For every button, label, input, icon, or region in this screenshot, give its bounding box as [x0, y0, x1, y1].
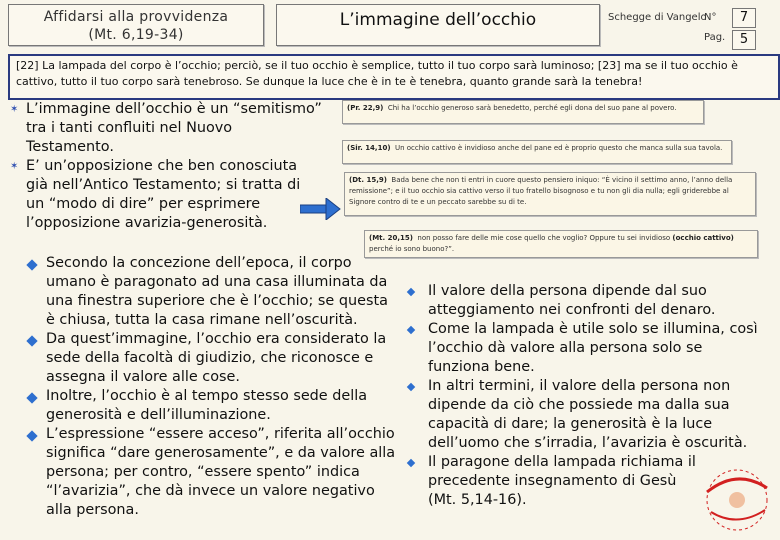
bullet-diamond-icon	[407, 288, 415, 296]
reference-cite: (Pr. 22,9)	[347, 104, 384, 112]
bullet-diamond-icon	[26, 259, 37, 270]
bullet-star-icon: ✶	[10, 161, 19, 172]
page-value: 5	[732, 30, 756, 50]
context-bullet: L’espressione “essere acceso”, riferita all’occhio significa “dare generosamente”, e da valore alla persona; per contro, “essere spento” indica “l’avarizia”, che dà invece un valore negativo alla persona.	[46, 426, 396, 518]
reference-cite: (Mt. 20,15)	[369, 234, 413, 242]
page-title: L’immagine dell’occhio	[339, 10, 537, 30]
bullet-diamond-icon	[407, 383, 415, 391]
reference-cite: (Sir. 14,10)	[347, 144, 391, 152]
arrow-right-icon	[300, 198, 342, 220]
number-value: 7	[732, 8, 756, 28]
meaning-bullet: In altri termini, il valore della persona non dipende da ciò che possiede ma dalla sua capacità di dare; la generosità è la luce dell’uomo che s’irradia, l’avarizia è oscurità.	[428, 378, 748, 451]
reference-deuteronomy	[344, 172, 756, 216]
reference-matthew	[364, 230, 758, 258]
bullet-diamond-icon	[407, 326, 415, 334]
schegge-logo	[697, 462, 775, 534]
reference-text: non posso fare delle mie cose quello che voglio? Oppure tu sei invidioso	[417, 234, 671, 242]
gospel-quote: [22] La lampada del corpo è l’occhio; perciò, se il tuo occhio è semplice, tutto il tuo corpo sarà luminoso; [23] ma se il tuo occhio è cattivo, tutto il tuo corpo sarà tenebroso. Se dunque la luce che è in te è tenebra, quanto grande sarà la tenebra!	[8, 54, 780, 100]
series-title-box	[8, 4, 264, 46]
intro-bullet: E’ un’opposizione che ben conosciuta già nell’Antico Testamento; si tratta di un “modo di dire” per esprimere l’opposizione avarizia-generosità.	[26, 158, 301, 231]
series-reference: (Mt. 6,19-34)	[88, 27, 184, 43]
reference-note: (occhio cattivo)	[672, 234, 734, 242]
context-bullet: Da quest’immagine, l’occhio era considerato la sede della facoltà di giudizio, che riconosce e assegna il valore alle cose.	[46, 331, 387, 385]
page-info	[602, 4, 776, 48]
bullet-diamond-icon	[407, 459, 415, 467]
meaning-bullet: Il valore della persona dipende dal suo atteggiamento nei confronti del denaro.	[428, 283, 716, 318]
series-title: Affidarsi alla provvidenza	[43, 9, 229, 25]
context-bullet: Inoltre, l’occhio è al tempo stesso sede della generosità e dell’illuminazione.	[46, 388, 368, 423]
schegge-label: Schegge di Vangelo	[608, 12, 707, 23]
reference-text: Bada bene che non ti entri in cuore questo pensiero iniquo: “È vicino il settimo anno, l’anno della remissione”; e il tuo occhio sia cattivo verso il tuo fratello bisognoso e tu non gli dia nulla; egli griderebbe al Signore contro di te e un peccato sarebbe su di te.	[349, 176, 733, 206]
reference-proverbs	[342, 100, 704, 124]
meaning-bullet: Come la lampada è utile solo se illumina, così l’occhio dà valore alla persona solo se funziona bene.	[428, 321, 758, 375]
bullet-diamond-icon	[26, 430, 37, 441]
reference-text: Un occhio cattivo è invidioso anche del pane ed è proprio questo che manca sulla sua tavola.	[394, 144, 723, 152]
reference-text: Chi ha l’occhio generoso sarà benedetto, perché egli dona del suo pane al povero.	[387, 104, 677, 112]
bullet-star-icon: ✶	[10, 104, 19, 115]
page-label: Pag.	[704, 32, 726, 43]
intro-bullet: L’immagine dell’occhio è un “semitismo” tra i tanti confluiti nel Nuovo Testamento.	[26, 101, 322, 155]
reference-cite: (Dt. 15,9)	[349, 176, 387, 184]
bullet-diamond-icon	[26, 335, 37, 346]
meaning-bullet: Il paragone della lampada richiama il precedente insegnamento di Gesù (Mt. 5,14-16).	[428, 454, 696, 508]
reference-sirach	[342, 140, 732, 164]
context-bullet: Secondo la concezione dell’epoca, il corpo umano è paragonato ad una casa illuminata da una finestra superiore che è l’occhio; se questa è chiusa, tutta la casa rimane nell’oscurità.	[46, 255, 388, 328]
number-label: N°	[704, 12, 717, 23]
bullet-diamond-icon	[26, 392, 37, 403]
page-title-box	[276, 4, 600, 46]
reference-text: perché io sono buono?”.	[369, 245, 455, 253]
